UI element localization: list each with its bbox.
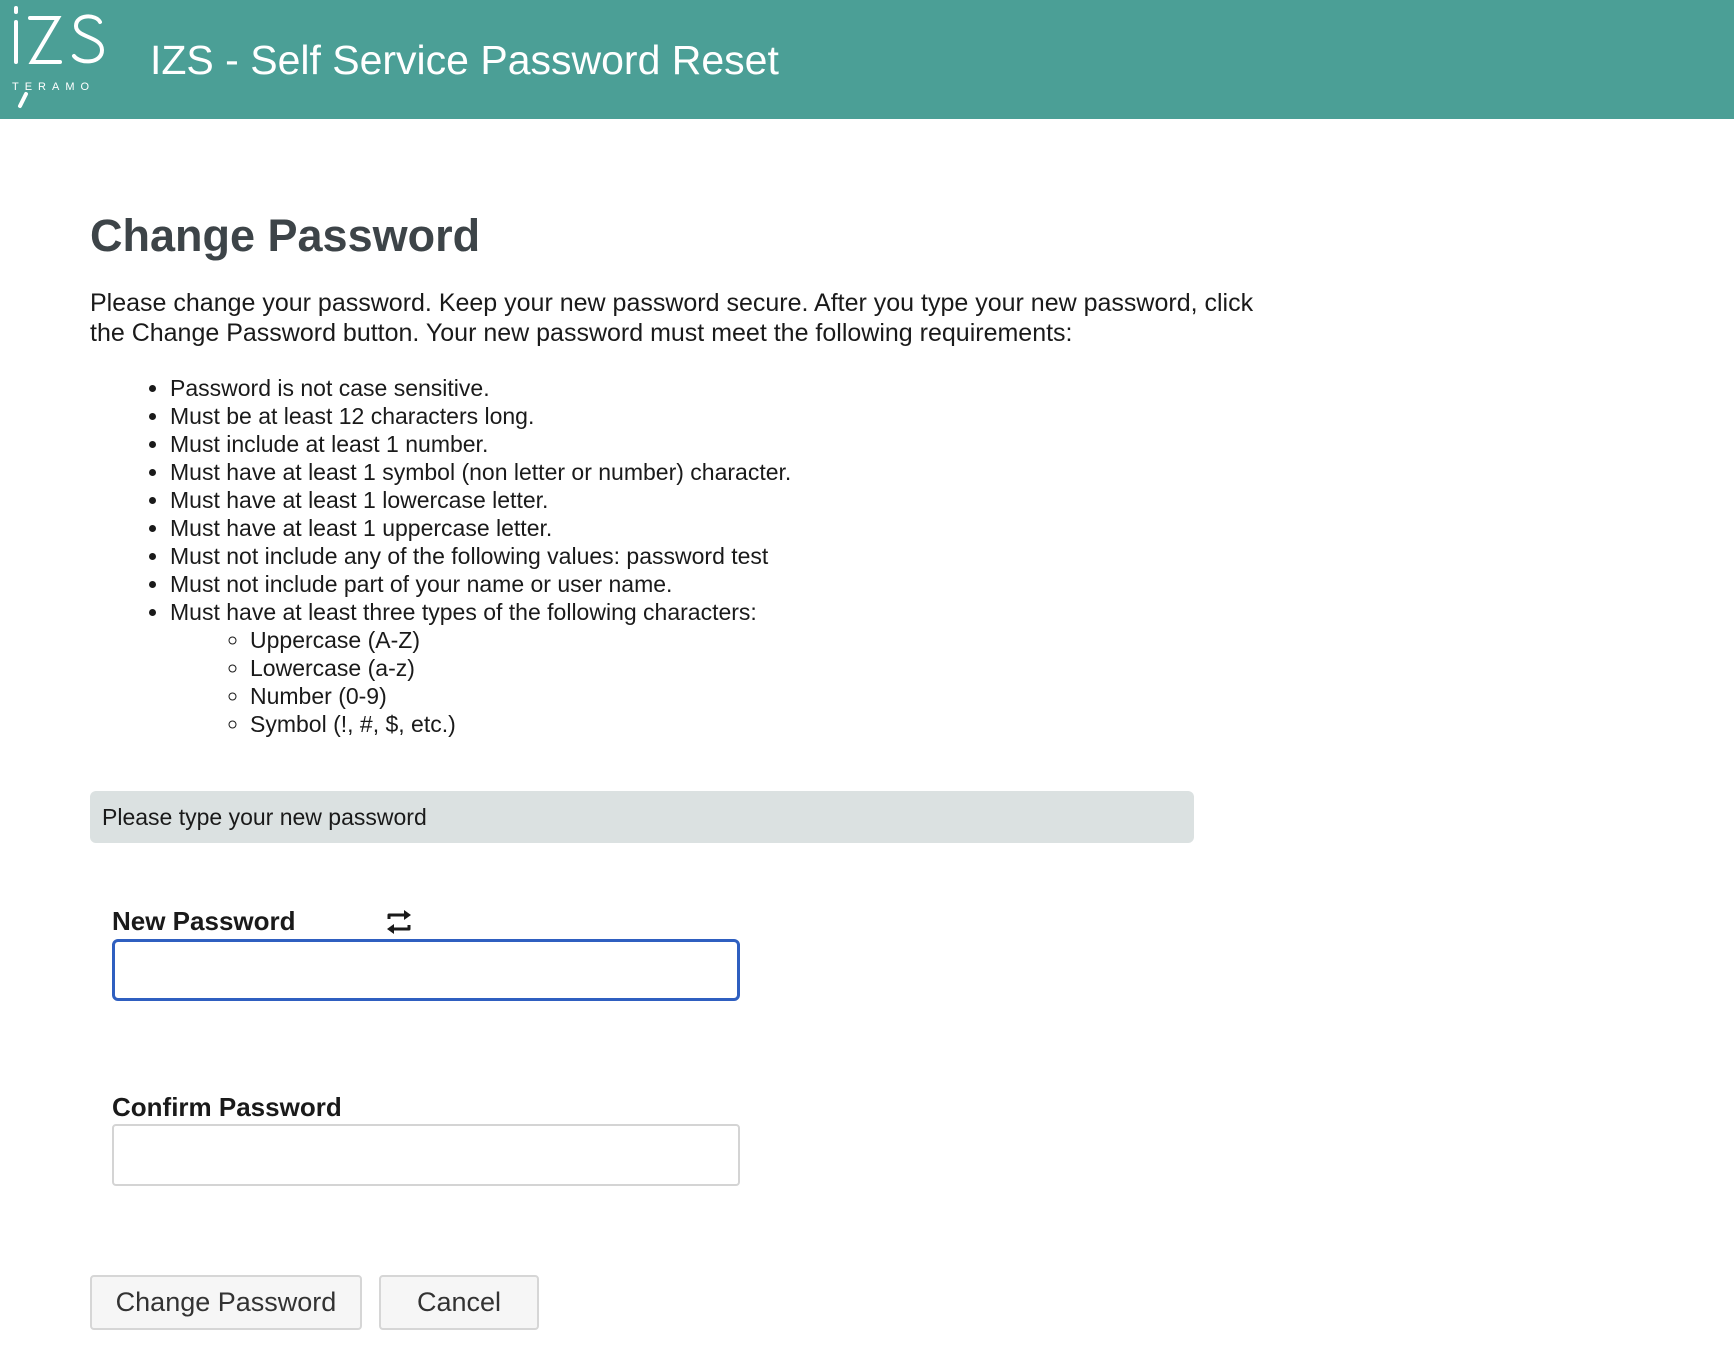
- character-type-item: ◦ Number (0-9): [250, 682, 791, 710]
- change-password-button[interactable]: Change Password: [90, 1275, 362, 1330]
- requirement-item-label: Must have at least three types of the following characters:: [170, 599, 757, 625]
- instruction-text: Please type your new password: [102, 804, 427, 830]
- requirement-item: • Must have at least 1 uppercase letter.: [170, 514, 791, 542]
- character-type-item: ◦ Lowercase (a-z): [250, 654, 791, 682]
- requirement-item: • Password is not case sensitive.: [170, 374, 791, 402]
- requirement-item: • Must include at least 1 number.: [170, 430, 791, 458]
- requirement-item: • Must have at least 1 symbol (non letter or number) character.: [170, 458, 791, 486]
- requirement-item: • Must have at least 1 lowercase letter.: [170, 486, 791, 514]
- page-title: Change Password: [90, 210, 481, 261]
- character-type-item: ◦ Symbol (!, #, $, etc.): [250, 710, 791, 738]
- intro-text: Please change your password. Keep your new password secure. After you type your new password, click the Change Password button. Your new password must meet the following requirements:: [90, 289, 1254, 347]
- cancel-button[interactable]: Cancel: [379, 1275, 539, 1330]
- app-title: IZS - Self Service Password Reset: [150, 37, 779, 83]
- requirement-item-char-types: [170, 598, 791, 738]
- requirements-list: [90, 374, 791, 738]
- confirm-password-input[interactable]: [112, 1124, 740, 1186]
- logo-subtext: TERAMO: [12, 81, 96, 93]
- header-bar: [0, 0, 1734, 119]
- requirement-item: • Must not include part of your name or user name.: [170, 570, 791, 598]
- requirement-item: • Must be at least 12 characters long.: [170, 402, 791, 430]
- izs-logo: [4, 0, 116, 112]
- requirement-item: • Must not include any of the following values: password test: [170, 542, 791, 570]
- character-types-list: [170, 626, 791, 738]
- instruction-bar: [90, 791, 1194, 843]
- refresh-icon[interactable]: [384, 909, 414, 935]
- character-type-item: ◦ Uppercase (A-Z): [250, 626, 791, 654]
- new-password-input[interactable]: [112, 939, 740, 1001]
- new-password-label: New Password: [112, 906, 296, 936]
- confirm-password-label: Confirm Password: [112, 1092, 342, 1122]
